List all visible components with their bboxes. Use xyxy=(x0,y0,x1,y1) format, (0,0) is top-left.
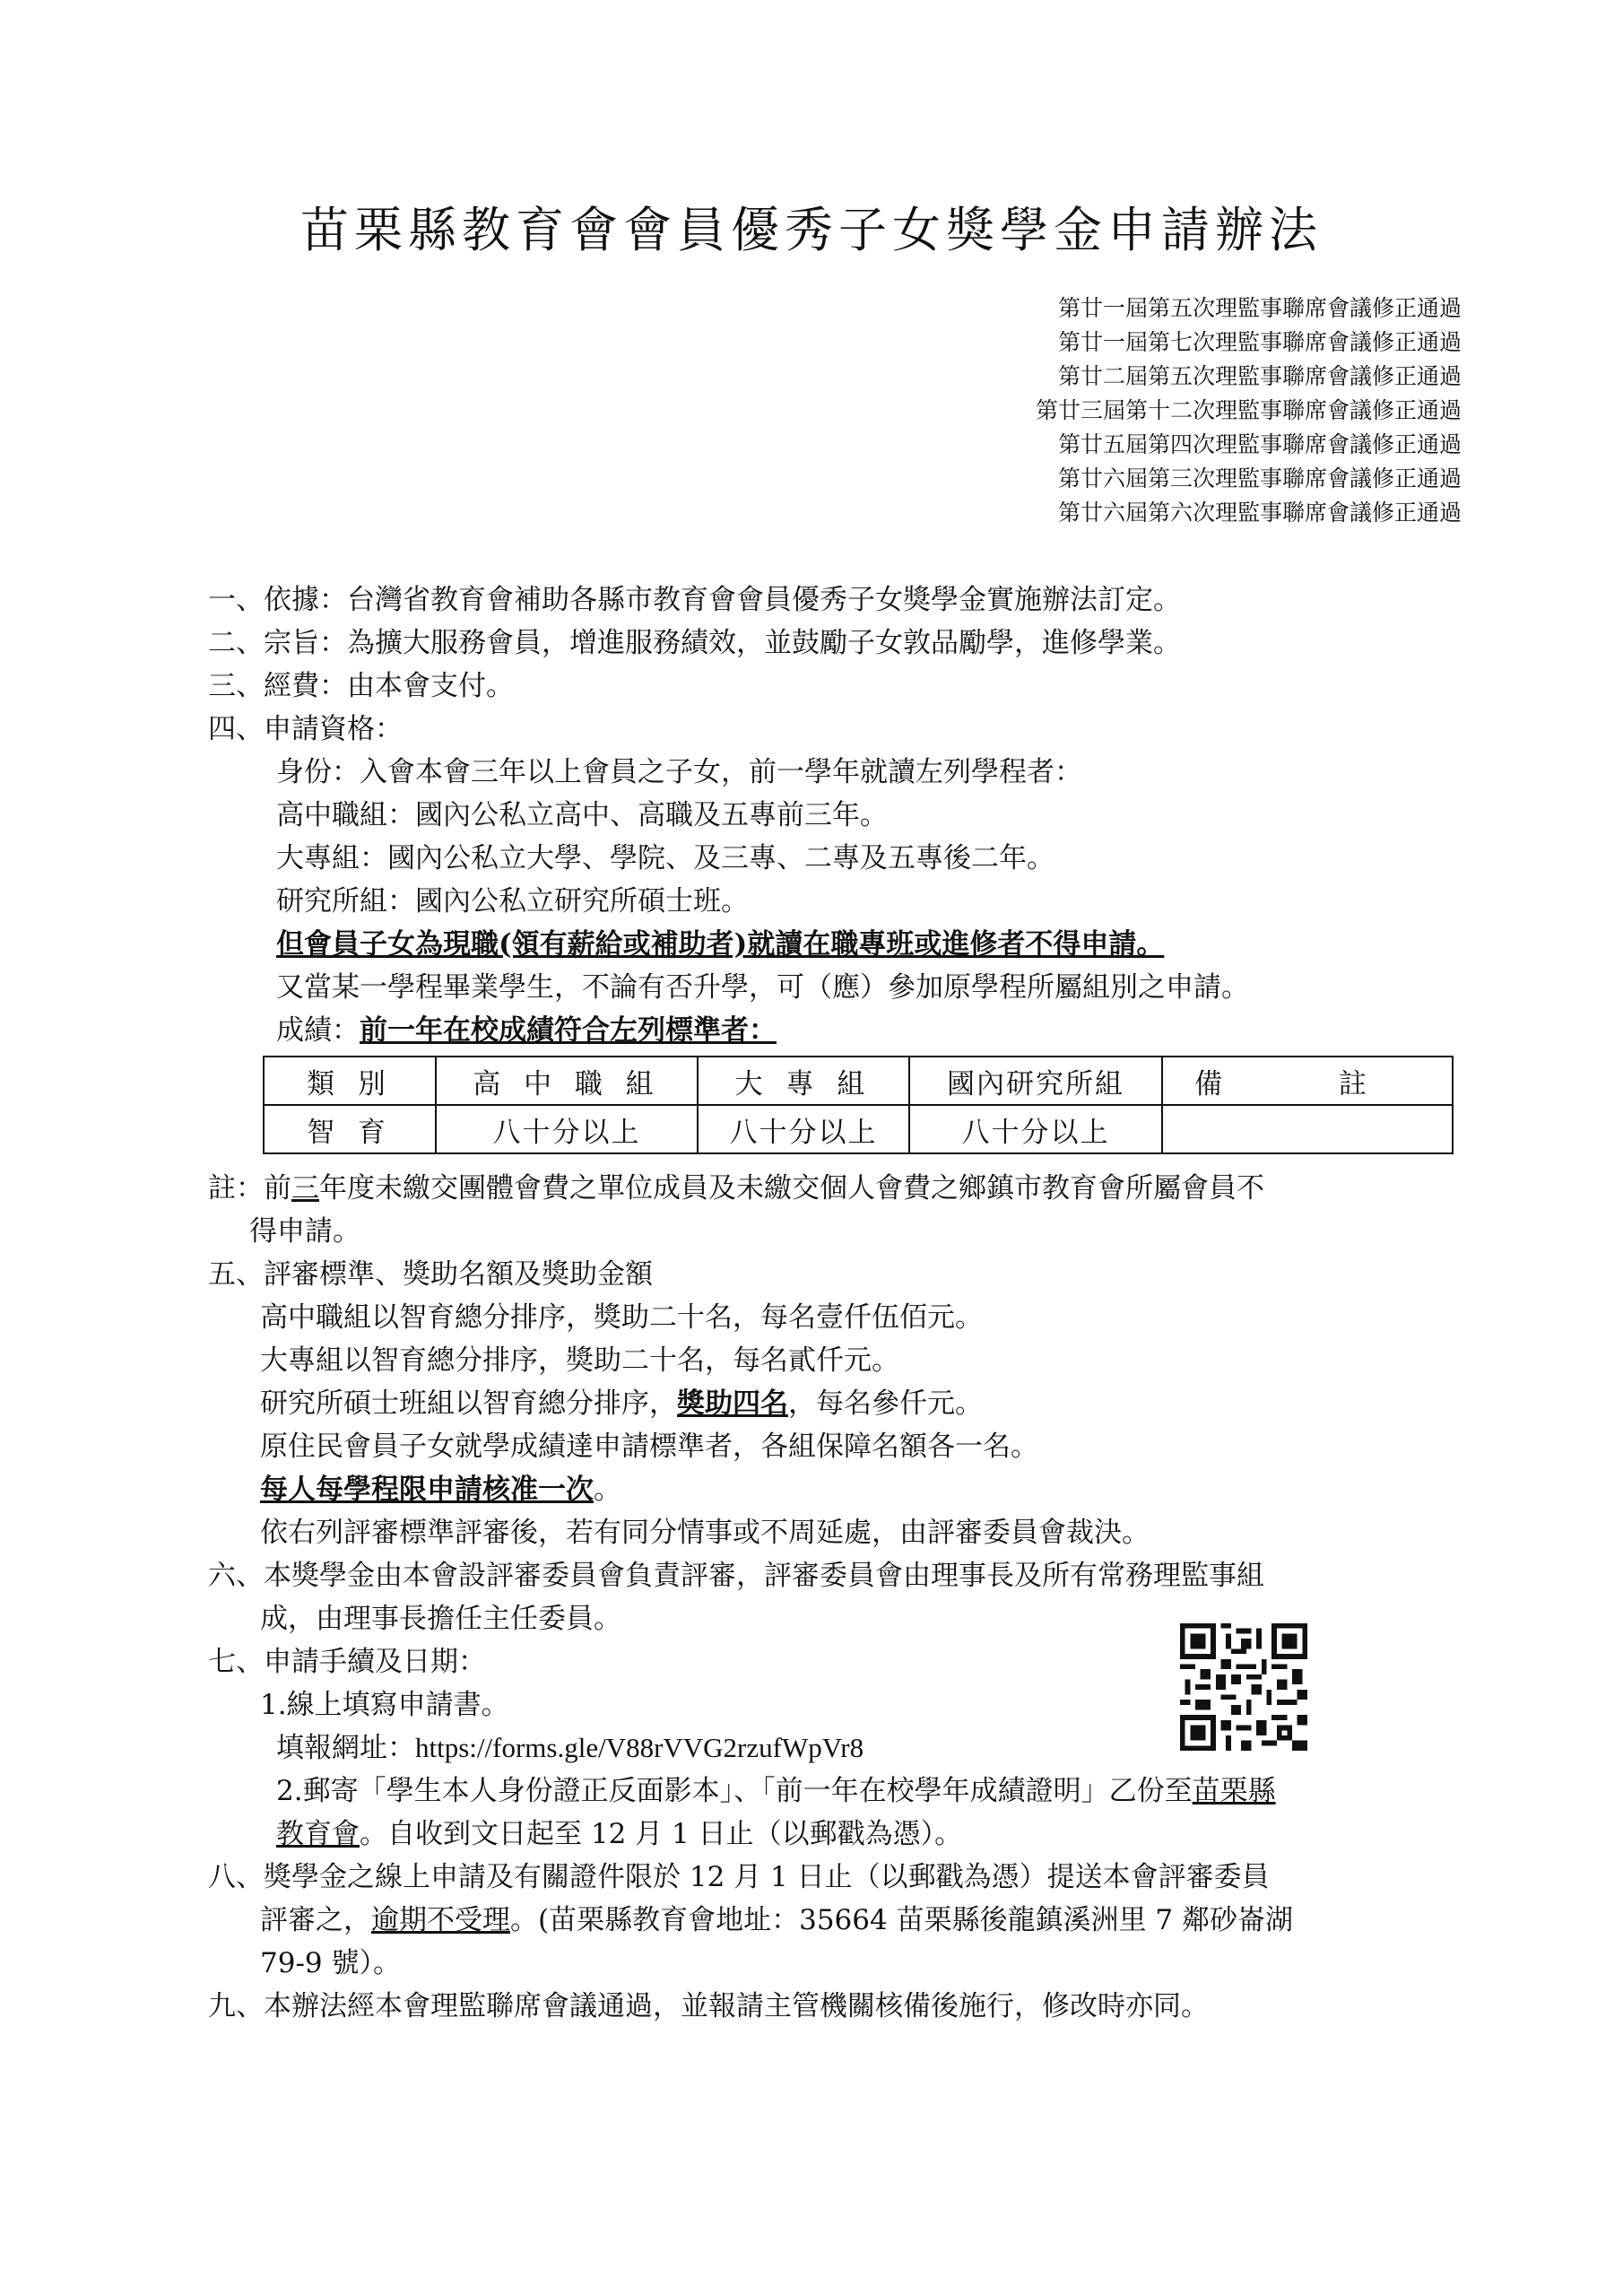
section-deadline: 八、獎學金之線上申請及有關證件限於 12 月 1 日止（以郵戳為憑）提送本會評審委員 xyxy=(208,1861,1270,1893)
table-header-cell: 類 別 xyxy=(264,1057,436,1105)
amendment-line: 第廿二屆第五次理監事聯席會議修正通過 xyxy=(1057,363,1462,389)
amendment-line: 第廿三屆第十二次理監事聯席會議修正通過 xyxy=(1035,397,1462,423)
eligibility-grades xyxy=(276,1010,777,1051)
table-header-cell: 國內研究所組 xyxy=(909,1057,1162,1105)
procedure-step2 xyxy=(276,1770,1276,1812)
table-header-cell: 高 中 職 組 xyxy=(436,1057,698,1105)
table-header-row xyxy=(264,1057,1453,1105)
amendment-line: 第廿六屆第六次理監事聯席會議修正通過 xyxy=(1057,500,1462,526)
amendment-line: 第廿五屆第四次理監事聯席會議修正通過 xyxy=(1057,431,1462,457)
eligibility-college: 大專組：國內公私立大學、學院、及三專、二專及五專後二年。 xyxy=(276,842,1055,874)
section-criteria-heading: 五、評審標準、獎助名額及獎助金額 xyxy=(208,1258,653,1291)
criteria-limit xyxy=(260,1469,621,1510)
table-cell: 八十分以上 xyxy=(698,1105,909,1153)
document-title: 苗栗縣教育會會員優秀子女獎學金申請辦法 xyxy=(300,202,1323,258)
section-deadline-cont xyxy=(260,1900,1293,1941)
criteria-graduate-text: 研究所碩士班組以智育總分排序， xyxy=(260,1387,677,1420)
procedure-step2-text: 2.郵寄「學生本人身份證正反面影本」、「前一年在校學年成績證明」乙份至 xyxy=(276,1775,1193,1807)
procedure-url-line xyxy=(276,1727,864,1769)
section-deadline-address-end: 79-9 號）。 xyxy=(260,1947,401,1979)
procedure-step2-recipient: 苗栗縣 xyxy=(1192,1775,1276,1807)
criteria-tie: 依右列評審標準評審後，若有同分情事或不周延處，由評審委員會裁決。 xyxy=(260,1517,1150,1549)
grades-criteria: 前一年在校成績符合左列標準者： xyxy=(360,1014,777,1047)
criteria-college: 大專組以智育總分排序，獎助二十名，每名貳仟元。 xyxy=(260,1344,899,1377)
eligibility-graduate: 研究所組：國內公私立研究所碩士班。 xyxy=(276,885,749,918)
section-committee-cont: 成，由理事長擔任主任委員。 xyxy=(260,1603,621,1635)
criteria-graduate-quota: 獎助四名 xyxy=(677,1387,788,1420)
criteria-graduate xyxy=(260,1383,983,1424)
amendment-history xyxy=(1036,291,1462,530)
procedure-step1: 1.線上填寫申請書。 xyxy=(260,1689,509,1721)
eligibility-exclusion: 但會員子女為現職(領有薪給或補助者)就讀在職專班或進修者不得申請。 xyxy=(276,928,1165,961)
eligibility-graduating: 又當某一學程畢業學生，不論有否升學，可（應）參加原學程所屬組別之申請。 xyxy=(276,971,1249,1004)
deadline-text: 評審之， xyxy=(260,1904,371,1936)
criteria-highschool: 高中職組以智育總分排序，獎助二十名，每名壹仟伍佰元。 xyxy=(260,1301,983,1334)
section-funding: 三、經費：由本會支付。 xyxy=(208,670,514,702)
note-line xyxy=(208,1168,1264,1209)
note-continuation: 得申請。 xyxy=(249,1215,360,1248)
amendment-line: 第廿六屆第三次理監事聯席會議修正通過 xyxy=(1057,465,1462,491)
eligibility-identity: 身份：入會本會三年以上會員之子女，前一學年就讀左列學程者： xyxy=(276,756,1082,788)
procedure-step2-deadline: 。自收到文日起至 12 月 1 日止（以郵戳為憑）。 xyxy=(360,1818,963,1850)
criteria-limit-text: 每人每學程限申請核准一次 xyxy=(260,1474,594,1506)
deadline-late-notice: 逾期不受理 xyxy=(371,1904,510,1936)
note-prefix: 註：前 xyxy=(208,1172,291,1205)
table-cell: 智 育 xyxy=(264,1105,436,1153)
section-basis: 一、依據：台灣省教育會補助各縣市教育會會員優秀子女獎學金實施辦法訂定。 xyxy=(208,584,1181,616)
url-label: 填報網址： xyxy=(276,1732,415,1764)
form-url-link[interactable]: https://forms.gle/V88rVVG2rzufWpVr8 xyxy=(415,1732,864,1763)
grades-label: 成績： xyxy=(276,1014,360,1047)
table-header-cell: 大 專 組 xyxy=(698,1057,909,1105)
procedure-step2-cont xyxy=(276,1813,962,1855)
criteria-graduate-amount: ，每名參仟元。 xyxy=(788,1387,983,1420)
amendment-line: 第廿一屆第七次理監事聯席會議修正通過 xyxy=(1057,329,1462,355)
table-header-cell: 備 註 xyxy=(1162,1057,1453,1105)
procedure-step2-recipient-cont: 教育會 xyxy=(276,1818,360,1850)
section-committee: 六、本獎學金由本會設評審委員會負責評審，評審委員會由理事長及所有常務理監事組 xyxy=(208,1560,1264,1592)
section-purpose: 二、宗旨：為擴大服務會員，增進服務績效，並鼓勵子女敦品勵學，進修學業。 xyxy=(208,627,1181,659)
table-cell: 八十分以上 xyxy=(909,1105,1162,1153)
note-highlight: 三 xyxy=(291,1172,319,1205)
qr-code-icon xyxy=(1180,1623,1307,1751)
grades-table xyxy=(263,1056,1454,1154)
table-cell xyxy=(1162,1105,1453,1153)
eligibility-highschool: 高中職組：國內公私立高中、高職及五專前三年。 xyxy=(276,799,888,831)
table-cell: 八十分以上 xyxy=(436,1105,698,1153)
section-eligibility-heading: 四、申請資格： xyxy=(208,713,403,745)
section-enactment: 九、本辦法經本會理監聯席會議通過，並報請主管機關核備後施行，修改時亦同。 xyxy=(208,1990,1209,2022)
section-procedure-heading: 七、申請手續及日期： xyxy=(208,1646,486,1678)
criteria-indigenous: 原住民會員子女就學成績達申請標準者，各組保障名額各一名。 xyxy=(260,1431,1038,1463)
criteria-limit-end: 。 xyxy=(594,1474,621,1506)
amendment-line: 第廿一屆第五次理監事聯席會議修正通過 xyxy=(1057,295,1462,321)
table-row xyxy=(264,1105,1453,1153)
deadline-address: 。(苗栗縣教育會地址：35664 苗栗縣後龍鎮溪洲里 7 鄰砂崙湖 xyxy=(510,1904,1293,1936)
note-text: 年度未繳交團體會費之單位成員及未繳交個人會費之鄉鎮市教育會所屬會員不 xyxy=(319,1172,1264,1205)
